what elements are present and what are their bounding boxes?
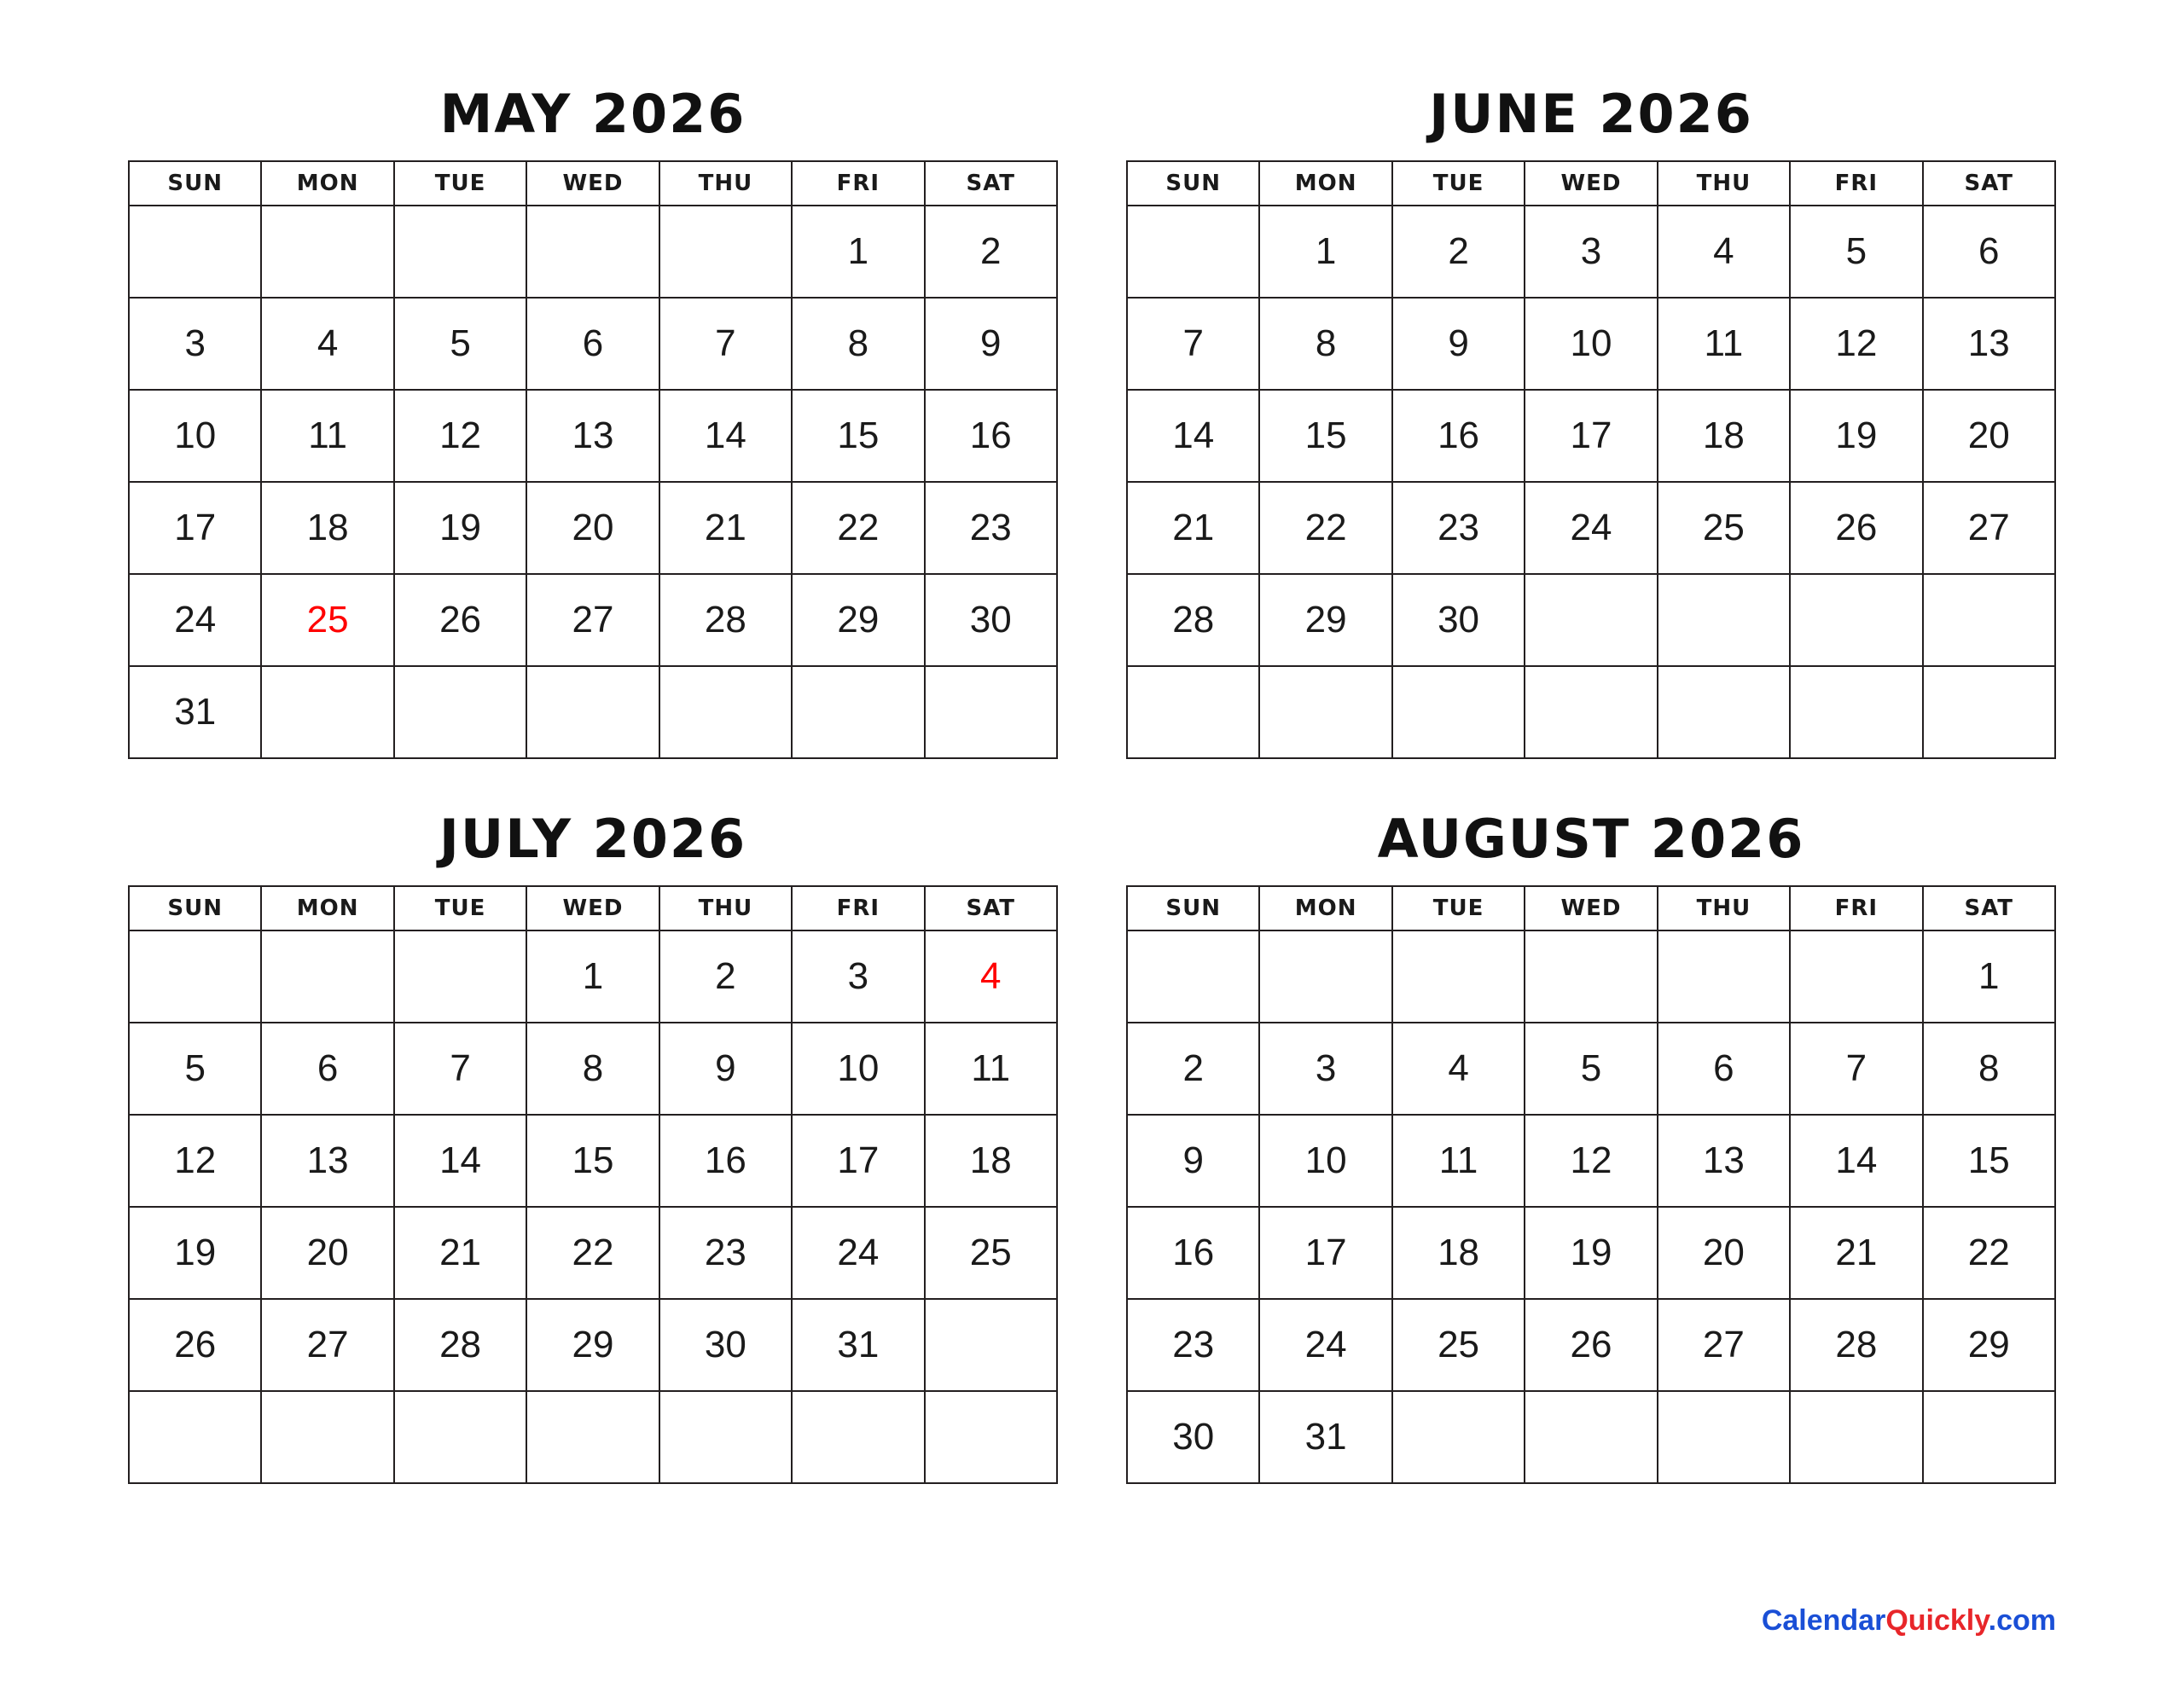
week-row xyxy=(129,1115,1057,1207)
day-cell-empty xyxy=(261,206,393,298)
day-cell[interactable]: 23 xyxy=(925,482,1057,574)
day-cell-empty xyxy=(659,666,792,758)
day-cell-empty xyxy=(394,666,526,758)
day-cell-empty xyxy=(925,666,1057,758)
weekday-tue: TUE xyxy=(1392,161,1525,206)
day-cell[interactable]: 14 xyxy=(394,1115,526,1207)
day-cell[interactable]: 28 xyxy=(394,1299,526,1391)
day-cell-empty xyxy=(129,930,261,1023)
day-cell-empty xyxy=(526,1391,659,1483)
week-row xyxy=(129,482,1057,574)
day-cell[interactable]: 23 xyxy=(1392,482,1525,574)
site-branding[interactable] xyxy=(1762,1604,2056,1638)
day-cell[interactable]: 25 xyxy=(1392,1299,1525,1391)
day-cell[interactable]: 20 xyxy=(1923,390,2055,482)
day-cell[interactable]: 8 xyxy=(1923,1023,2055,1115)
day-cell-empty xyxy=(1923,666,2055,758)
day-cell-empty xyxy=(1127,206,1259,298)
month-table-may xyxy=(128,160,1058,759)
day-cell[interactable]: 24 xyxy=(1525,482,1657,574)
day-cell[interactable]: 2 xyxy=(925,206,1057,298)
month-block-july xyxy=(128,810,1058,1484)
day-cell[interactable]: 29 xyxy=(792,574,924,666)
day-cell-empty xyxy=(1127,666,1259,758)
day-cell[interactable]: 4 xyxy=(1658,206,1790,298)
day-cell[interactable]: 11 xyxy=(1658,298,1790,390)
day-cell[interactable]: 1 xyxy=(1923,930,2055,1023)
month-title: JUNE 2026 xyxy=(1429,83,1753,145)
day-cell[interactable]: 4 xyxy=(261,298,393,390)
day-cell-empty xyxy=(129,206,261,298)
day-cell[interactable]: 18 xyxy=(261,482,393,574)
day-cell[interactable]: 27 xyxy=(526,574,659,666)
day-cell[interactable]: 18 xyxy=(1658,390,1790,482)
day-cell[interactable]: 15 xyxy=(526,1115,659,1207)
weekday-sun: SUN xyxy=(129,886,261,930)
day-cell-empty xyxy=(526,206,659,298)
day-cell-empty xyxy=(1790,1391,1922,1483)
day-cell[interactable]: 11 xyxy=(261,390,393,482)
day-cell[interactable]: 8 xyxy=(526,1023,659,1115)
day-cell-empty xyxy=(792,1391,924,1483)
weekday-sun: SUN xyxy=(1127,161,1259,206)
day-cell[interactable]: 2 xyxy=(1392,206,1525,298)
day-cell[interactable]: 1 xyxy=(1259,206,1391,298)
day-cell[interactable]: 17 xyxy=(129,482,261,574)
day-cell[interactable]: 15 xyxy=(1923,1115,2055,1207)
day-cell[interactable]: 9 xyxy=(1127,1115,1259,1207)
day-cell[interactable]: 17 xyxy=(792,1115,924,1207)
day-cell[interactable]: 3 xyxy=(792,930,924,1023)
day-cell-empty xyxy=(1392,930,1525,1023)
day-cell-empty xyxy=(1658,1391,1790,1483)
day-cell[interactable]: 16 xyxy=(659,1115,792,1207)
day-cell-empty xyxy=(261,1391,393,1483)
day-cell[interactable]: 14 xyxy=(659,390,792,482)
weekday-thu: THU xyxy=(659,886,792,930)
month-table-july xyxy=(128,885,1058,1484)
week-row xyxy=(1127,482,2055,574)
week-row xyxy=(129,574,1057,666)
weekday-mon: MON xyxy=(261,886,393,930)
week-row xyxy=(129,1207,1057,1299)
day-cell[interactable]: 5 xyxy=(1790,206,1922,298)
day-cell[interactable]: 7 xyxy=(1127,298,1259,390)
day-cell[interactable]: 12 xyxy=(394,390,526,482)
month-title: AUGUST 2026 xyxy=(1377,808,1805,871)
day-cell[interactable]: 30 xyxy=(1127,1391,1259,1483)
day-cell[interactable]: 13 xyxy=(1658,1115,1790,1207)
day-cell[interactable]: 16 xyxy=(925,390,1057,482)
day-cell-empty xyxy=(1790,930,1922,1023)
day-cell-empty xyxy=(1525,574,1657,666)
day-cell[interactable]: 30 xyxy=(925,574,1057,666)
week-row xyxy=(1127,298,2055,390)
day-cell[interactable]: 21 xyxy=(394,1207,526,1299)
day-cell[interactable]: 19 xyxy=(1525,1207,1657,1299)
day-cell[interactable]: 27 xyxy=(1923,482,2055,574)
day-cell-empty xyxy=(1790,574,1922,666)
day-cell[interactable]: 31 xyxy=(129,666,261,758)
month-body xyxy=(129,930,1057,1483)
day-cell[interactable]: 9 xyxy=(659,1023,792,1115)
day-cell[interactable]: 26 xyxy=(1790,482,1922,574)
day-cell[interactable]: 7 xyxy=(1790,1023,1922,1115)
day-cell[interactable]: 21 xyxy=(1127,482,1259,574)
weekday-sat: SAT xyxy=(1923,161,2055,206)
day-cell[interactable]: 25 xyxy=(925,1207,1057,1299)
weekday-tue: TUE xyxy=(1392,886,1525,930)
day-cell-empty xyxy=(659,1391,792,1483)
day-cell[interactable]: 26 xyxy=(394,574,526,666)
day-cell[interactable]: 16 xyxy=(1392,390,1525,482)
day-cell-empty xyxy=(394,1391,526,1483)
weekday-mon: MON xyxy=(1259,886,1391,930)
day-cell[interactable]: 23 xyxy=(1127,1299,1259,1391)
day-cell-empty xyxy=(925,1299,1057,1391)
day-cell[interactable]: 30 xyxy=(1392,574,1525,666)
day-cell[interactable]: 20 xyxy=(1658,1207,1790,1299)
day-cell[interactable]: 28 xyxy=(1790,1299,1922,1391)
day-cell-empty xyxy=(261,666,393,758)
week-row xyxy=(1127,1391,2055,1483)
day-cell-empty xyxy=(1259,666,1391,758)
day-cell[interactable]: 19 xyxy=(129,1207,261,1299)
day-cell[interactable]: 28 xyxy=(659,574,792,666)
day-cell[interactable]: 22 xyxy=(526,1207,659,1299)
brand-quickly-text: Quickly xyxy=(1885,1604,1989,1637)
day-cell[interactable]: 15 xyxy=(792,390,924,482)
month-block-august xyxy=(1126,810,2056,1484)
day-cell[interactable]: 1 xyxy=(526,930,659,1023)
weekday-wed: WED xyxy=(1525,161,1657,206)
day-cell[interactable]: 16 xyxy=(1127,1207,1259,1299)
day-cell[interactable]: 30 xyxy=(659,1299,792,1391)
week-row xyxy=(1127,1207,2055,1299)
month-title: JULY 2026 xyxy=(439,808,747,871)
day-cell-empty xyxy=(659,206,792,298)
weekday-sun: SUN xyxy=(129,161,261,206)
weekday-thu: THU xyxy=(659,161,792,206)
day-cell[interactable]: 8 xyxy=(1259,298,1391,390)
day-cell[interactable]: 5 xyxy=(129,1023,261,1115)
day-cell[interactable]: 10 xyxy=(1525,298,1657,390)
day-cell[interactable]: 13 xyxy=(261,1115,393,1207)
day-cell-empty xyxy=(129,1391,261,1483)
day-cell[interactable]: 17 xyxy=(1525,390,1657,482)
day-cell[interactable]: 24 xyxy=(792,1207,924,1299)
day-cell[interactable]: 27 xyxy=(1658,1299,1790,1391)
day-cell[interactable]: 7 xyxy=(659,298,792,390)
day-cell[interactable]: 14 xyxy=(1127,390,1259,482)
day-cell[interactable]: 10 xyxy=(1259,1115,1391,1207)
weekday-sun: SUN xyxy=(1127,886,1259,930)
month-table-june xyxy=(1126,160,2056,759)
weekday-mon: MON xyxy=(1259,161,1391,206)
day-cell[interactable]: 22 xyxy=(792,482,924,574)
day-cell[interactable]: 13 xyxy=(1923,298,2055,390)
week-row xyxy=(1127,930,2055,1023)
weekday-fri: FRI xyxy=(1790,161,1922,206)
weekday-tue: TUE xyxy=(394,886,526,930)
day-cell[interactable]: 19 xyxy=(394,482,526,574)
month-body xyxy=(129,206,1057,758)
week-row xyxy=(129,1023,1057,1115)
week-row xyxy=(129,390,1057,482)
day-cell[interactable]: 31 xyxy=(1259,1391,1391,1483)
day-cell-empty xyxy=(925,1391,1057,1483)
day-cell[interactable]: 29 xyxy=(526,1299,659,1391)
week-row xyxy=(129,1391,1057,1483)
day-cell[interactable]: 2 xyxy=(1127,1023,1259,1115)
weekday-header-row xyxy=(129,886,1057,930)
week-row xyxy=(1127,574,2055,666)
day-cell[interactable]: 22 xyxy=(1923,1207,2055,1299)
day-cell[interactable]: 7 xyxy=(394,1023,526,1115)
day-cell-empty xyxy=(1259,930,1391,1023)
day-cell[interactable]: 2 xyxy=(659,930,792,1023)
week-row xyxy=(1127,390,2055,482)
weekday-mon: MON xyxy=(261,161,393,206)
day-cell-empty xyxy=(394,930,526,1023)
day-cell[interactable]: 24 xyxy=(1259,1299,1391,1391)
day-cell[interactable]: 17 xyxy=(1259,1207,1391,1299)
day-cell[interactable]: 21 xyxy=(1790,1207,1922,1299)
week-row xyxy=(1127,1299,2055,1391)
weekday-thu: THU xyxy=(1658,886,1790,930)
weekday-sat: SAT xyxy=(925,886,1057,930)
day-cell[interactable]: 6 xyxy=(261,1023,393,1115)
day-cell[interactable]: 6 xyxy=(1923,206,2055,298)
day-cell[interactable]: 27 xyxy=(261,1299,393,1391)
day-cell-empty xyxy=(1392,666,1525,758)
week-row xyxy=(1127,1023,2055,1115)
month-title: MAY 2026 xyxy=(439,83,746,145)
day-cell[interactable]: 3 xyxy=(1259,1023,1391,1115)
day-cell[interactable]: 1 xyxy=(792,206,924,298)
calendar-grid xyxy=(128,85,2056,1484)
weekday-header-row xyxy=(1127,886,2055,930)
week-row xyxy=(1127,666,2055,758)
day-cell[interactable]: 23 xyxy=(659,1207,792,1299)
week-row xyxy=(129,1299,1057,1391)
weekday-header-row xyxy=(129,161,1057,206)
week-row xyxy=(1127,1115,2055,1207)
month-block-may xyxy=(128,85,1058,759)
day-cell-empty xyxy=(1923,574,2055,666)
day-cell-empty xyxy=(1525,1391,1657,1483)
day-cell[interactable]: 31 xyxy=(792,1299,924,1391)
day-cell[interactable]: 15 xyxy=(1259,390,1391,482)
day-cell[interactable]: 4 xyxy=(1392,1023,1525,1115)
week-row xyxy=(129,298,1057,390)
day-cell[interactable]: 11 xyxy=(1392,1115,1525,1207)
day-cell-empty xyxy=(1658,930,1790,1023)
day-cell[interactable]: 26 xyxy=(1525,1299,1657,1391)
day-cell[interactable]: 26 xyxy=(129,1299,261,1391)
day-cell-empty xyxy=(261,930,393,1023)
day-cell[interactable]: 12 xyxy=(1790,298,1922,390)
brand-domain-text: .com xyxy=(1988,1604,2056,1637)
weekday-fri: FRI xyxy=(792,886,924,930)
day-cell[interactable]: 10 xyxy=(129,390,261,482)
day-cell[interactable]: 18 xyxy=(925,1115,1057,1207)
day-cell[interactable]: 25 xyxy=(1658,482,1790,574)
day-cell-empty xyxy=(792,666,924,758)
day-cell[interactable]: 21 xyxy=(659,482,792,574)
day-cell[interactable]: 5 xyxy=(1525,1023,1657,1115)
day-cell-empty xyxy=(1658,666,1790,758)
day-cell-empty xyxy=(1525,930,1657,1023)
weekday-wed: WED xyxy=(1525,886,1657,930)
day-cell[interactable]: 6 xyxy=(526,298,659,390)
week-row xyxy=(129,206,1057,298)
day-cell-empty xyxy=(1923,1391,2055,1483)
day-cell[interactable]: 24 xyxy=(129,574,261,666)
weekday-tue: TUE xyxy=(394,161,526,206)
day-cell[interactable]: 9 xyxy=(1392,298,1525,390)
weekday-wed: WED xyxy=(526,161,659,206)
day-cell[interactable]: 9 xyxy=(925,298,1057,390)
day-cell[interactable]: 13 xyxy=(526,390,659,482)
weekday-fri: FRI xyxy=(792,161,924,206)
month-table-august xyxy=(1126,885,2056,1484)
month-body xyxy=(1127,206,2055,758)
day-cell[interactable]: 5 xyxy=(394,298,526,390)
day-cell-empty xyxy=(1392,1391,1525,1483)
weekday-wed: WED xyxy=(526,886,659,930)
day-cell[interactable]: 8 xyxy=(792,298,924,390)
day-cell[interactable]: 3 xyxy=(1525,206,1657,298)
day-cell[interactable]: 20 xyxy=(261,1207,393,1299)
day-cell-empty xyxy=(394,206,526,298)
week-row xyxy=(1127,206,2055,298)
weekday-sat: SAT xyxy=(1923,886,2055,930)
day-cell[interactable]: 28 xyxy=(1127,574,1259,666)
day-cell-empty xyxy=(1127,930,1259,1023)
month-body xyxy=(1127,930,2055,1483)
day-cell[interactable]: 18 xyxy=(1392,1207,1525,1299)
day-cell-empty xyxy=(1790,666,1922,758)
day-cell[interactable]: 14 xyxy=(1790,1115,1922,1207)
day-cell[interactable]: 19 xyxy=(1790,390,1922,482)
weekday-sat: SAT xyxy=(925,161,1057,206)
day-cell-empty xyxy=(1525,666,1657,758)
day-cell[interactable]: 29 xyxy=(1923,1299,2055,1391)
weekday-header-row xyxy=(1127,161,2055,206)
day-cell[interactable]: 11 xyxy=(925,1023,1057,1115)
day-cell[interactable]: 6 xyxy=(1658,1023,1790,1115)
weekday-thu: THU xyxy=(1658,161,1790,206)
day-cell[interactable]: 4 xyxy=(925,930,1057,1023)
day-cell[interactable]: 29 xyxy=(1259,574,1391,666)
brand-calendar-text: Calendar xyxy=(1761,1604,1886,1637)
day-cell[interactable]: 22 xyxy=(1259,482,1391,574)
day-cell[interactable]: 10 xyxy=(792,1023,924,1115)
weekday-fri: FRI xyxy=(1790,886,1922,930)
day-cell[interactable]: 12 xyxy=(129,1115,261,1207)
week-row xyxy=(129,930,1057,1023)
day-cell[interactable]: 12 xyxy=(1525,1115,1657,1207)
day-cell[interactable]: 20 xyxy=(526,482,659,574)
day-cell-empty xyxy=(526,666,659,758)
week-row xyxy=(129,666,1057,758)
month-block-june xyxy=(1126,85,2056,759)
day-cell[interactable]: 3 xyxy=(129,298,261,390)
day-cell[interactable]: 25 xyxy=(261,574,393,666)
day-cell-empty xyxy=(1658,574,1790,666)
